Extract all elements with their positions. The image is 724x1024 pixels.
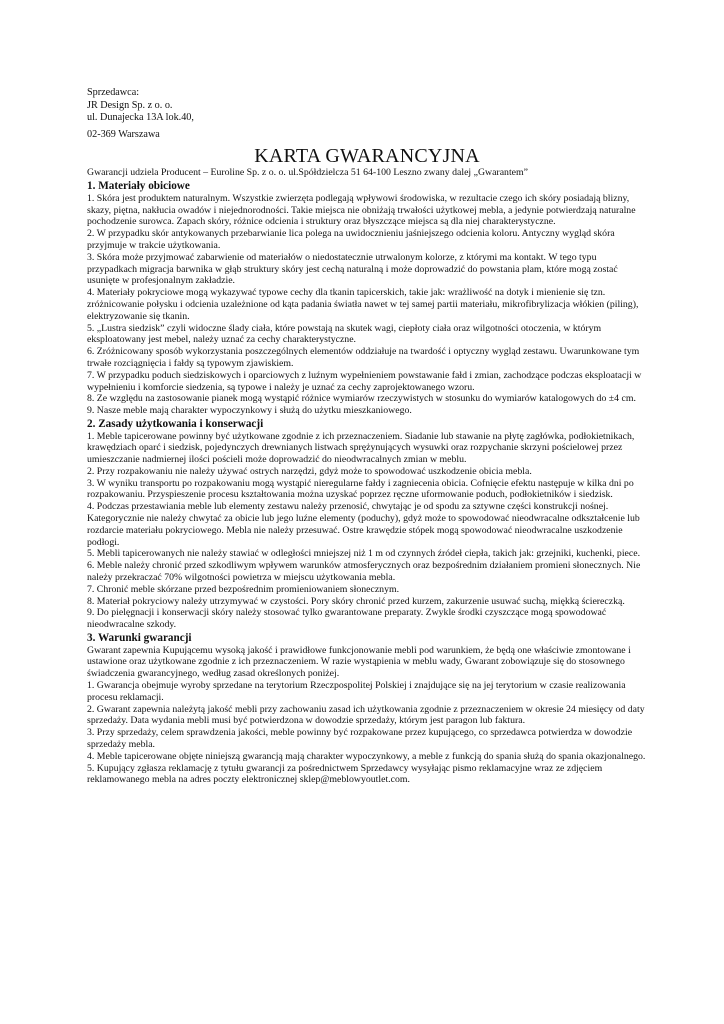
section-heading: 2. Zasady użytkowania i konserwacji — [87, 417, 264, 430]
paragraph: 6. Meble należy chronić przed szkodliwym wpływem warunków atmosferycznych oraz bezpośrednim działaniem promieni słonecznych. Nie należy przekraczać 70% wilgotności powietrza w miejscu użytkowania mebla. — [87, 560, 641, 584]
paragraph: 2. W przypadku skór antykowanych przebarwianie lica polega na uwidocznieniu jaśniejszego odcienia koloru. Antyczny wygląd skóra przyjmuje w trakcie użytkowania. — [87, 228, 615, 251]
paragraph: 8. Materiał pokryciowy należy utrzymywać w czystości. Pory skóry chronić przed kurzem, zakurzenie usuwać suchą, miękką ściereczką. — [87, 595, 625, 607]
paragraph: 1. Gwarancja obejmuje wyroby sprzedane na terytorium Rzeczpospolitej Polskiej i znajdujące się na jej terytorium w czasie realizowania procesu reklamacji. — [87, 680, 626, 703]
paragraph: 4. Podczas przestawiania meble lub elementy zestawu należy przenosić, chwytając je od spodu za sztywne części konstrukcji nośnej. Kategorycznie nie należy chwytać za obicie lub jego luźne elementy (poduchy), gdyż może to spowodować nieodwracalne odkształcenie lub rozdarcie materiału pokryciowego. Mebla nie należy przesuwać. Ostre krawędzie stópek mogą spowodować nieodwracalne uszkodzenie podłogi. — [87, 501, 640, 548]
paragraph: 2. Gwarant zapewnia należytą jakość mebli przy zachowaniu zasad ich użytkowania zgodnie z przeznaczeniem w okresie 24 miesięcy od daty sprzedaży. Data wydania mebli musi być potwierdzona w dowodzie sprzedaży, którym jest paragon lub faktura. — [87, 703, 645, 727]
section-heading: 1. Materiały obiciowe — [87, 180, 190, 193]
paragraph: 9. Nasze meble mają charakter wypoczynkowy i służą do użytku mieszkaniowego. — [87, 405, 412, 417]
warranty-document — [87, 87, 647, 786]
seller-name: JR Design Sp. z o. o. — [87, 99, 173, 111]
paragraph: 9. Do pielęgnacji i konserwacji skóry należy stosować tylko gwarantowane preparaty. Zwykle środki czyszczące mogą spowodować nieodwracalne szkody. — [87, 607, 607, 631]
paragraph: 7. Chronić meble skórzane przed bezpośrednim promieniowaniem słonecznym. — [87, 583, 400, 595]
seller-city: 02-369 Warszawa — [87, 128, 160, 140]
seller-street: ul. Dunajecka 13A lok.40, — [87, 112, 194, 124]
paragraph: 4. Materiały pokryciowe mogą wykazywać typowe cechy dla tkanin tapicerskich, takie jak: wrażliwość na dotyk i mienienie się tzn. zróżnicowanie połysku i odcienia uzależnione od kąta padania światła nawet w tej samej partii materiału, mikrofibrylizacja włókien (piling), elektryzowanie się tkanin. — [87, 287, 639, 322]
paragraph: 5. Mebli tapicerowanych nie należy stawiać w odległości mniejszej niż 1 m od czynnych źródeł ciepła, takich jak: grzejniki, kuchenki, piece. — [87, 548, 641, 560]
intro-text: Gwarancji udziela Producent – Euroline Sp. z o. o. ul.Spółdzielcza 51 64-100 Leszno zwany dalej „Gwarantem” — [87, 167, 528, 179]
paragraph: 3. Skóra może przyjmować zabarwienie od materiałów o niedostatecznie utrwalonym kolorze, z którymi ma kontakt. W tego typu przypadkach migracja barwnika w głąb struktury skóry jest cechą naturalną i może doprowadzić do powstania plam, które mogą zostać usunięte w profesjonalnym zakładzie. — [87, 251, 618, 287]
paragraph: 7. W przypadku poduch siedziskowych i oparciowych z luźnym wypełnieniem powstawanie fałd i zmian, zachodzące podczas eksploatacji w wypełnieniu i komforcie siedzenia, są typowe i należy je uznać za cechy zaprojektowanego wzoru. — [87, 369, 642, 393]
paragraph: 4. Meble tapicerowane objęte niniejszą gwarancją mają charakter wypoczynkowy, a meble z funkcją do spania służą do spania okazjonalnego. — [87, 750, 646, 762]
section-heading: 3. Warunki gwarancji — [87, 632, 192, 645]
paragraph: 1. Meble tapicerowane powinny być użytkowane zgodnie z ich przeznaczeniem. Siadanie lub stawanie na płytę zagłówka, podłokietnikach, krawędziach oparć i siedzisk, pojedynczych drewnianych listwach sprężynujących wysuwki oraz rozpychanie skrzyni pościelowej przez umieszczanie nadmiernej ilości pościeli może doprowadzić do nieodwracalnych zmian w meblu. — [87, 430, 635, 466]
paragraph: 3. Przy sprzedaży, celem sprawdzenia jakości, meble powinny być rozpakowane przez kupującego, co sprzedawca potwierdza w dowodzie sprzedaży mebla. — [87, 727, 633, 751]
paragraph: 5. „Lustra siedzisk” czyli widoczne ślady ciała, które powstają na skutek wagi, ciepłoty ciała oraz wilgotności otoczenia, w którym eksploatowany jest mebel, należy uznać za cechy charakterystyczne. — [87, 322, 602, 346]
document-title: KARTA GWARANCYJNA — [254, 145, 480, 168]
seller-block — [87, 87, 647, 141]
paragraph: 6. Zróżnicowany sposób wykorzystania poszczególnych elementów oddziałuje na twardość i optyczny wygląd zestawu. Uwarunkowane tym trwałe rozciągnięcia i fałdy są typowym zjawiskiem. — [87, 346, 640, 369]
seller-label: Sprzedawca: — [87, 87, 140, 98]
paragraph: 5. Kupujący zgłasza reklamację z tytułu gwarancji za pośrednictwem Sprzedawcy wysyłając pismo reklamacyjne wraz ze zdjęciem reklamowanego mebla na adres poczty elektronicznej sklep@meblowyoutlet.com. — [87, 762, 603, 786]
paragraph: 2. Przy rozpakowaniu nie należy używać ostrych narzędzi, gdyż może to spowodować uszkodzenie obicia mebla. — [87, 465, 532, 477]
paragraph: 8. Ze względu na zastosowanie pianek mogą wystąpić różnice wymiarów rzeczywistych w stosunku do wymiarów katalogowych do ±4 cm. — [87, 393, 636, 405]
paragraph: 1. Skóra jest produktem naturalnym. Wszystkie zwierzęta podlegają wpływowi środowiska, w rezultacie czego ich skóry posiadają blizny, skazy, piętna, nakłucia owadów i niejednorodności. Takie miejsca nie obniżają trwałości użytkowej mebla, a jedynie potwierdzają naturalne pochodzenie surowca. Zapach skóry, różnice odcienia i struktury oraz błyszczące miejsca są dla niej charakterystyczne. — [87, 192, 636, 228]
paragraph: Gwarant zapewnia Kupującemu wysoką jakość i prawidłowe funkcjonowanie mebli pod warunkiem, że będą one właściwie zmontowane i ustawione oraz użytkowane zgodnie z ich przeznaczeniem. W razie wystąpienia w meblu wady, Gwarant zobowiązuje się do stosownego świadczenia gwarancyjnego, według zasad określonych poniżej. — [87, 644, 631, 680]
paragraph: 3. W wyniku transportu po rozpakowaniu mogą wystąpić nieregularne fałdy i zagniecenia obicia. Cofnięcie efektu następuje w kilka dni po rozpakowaniu. Przyspieszenie procesu kształtowania można uzyskać poprzez ręczne uformowanie poduch, podłokietników i siedzisk. — [87, 477, 634, 501]
